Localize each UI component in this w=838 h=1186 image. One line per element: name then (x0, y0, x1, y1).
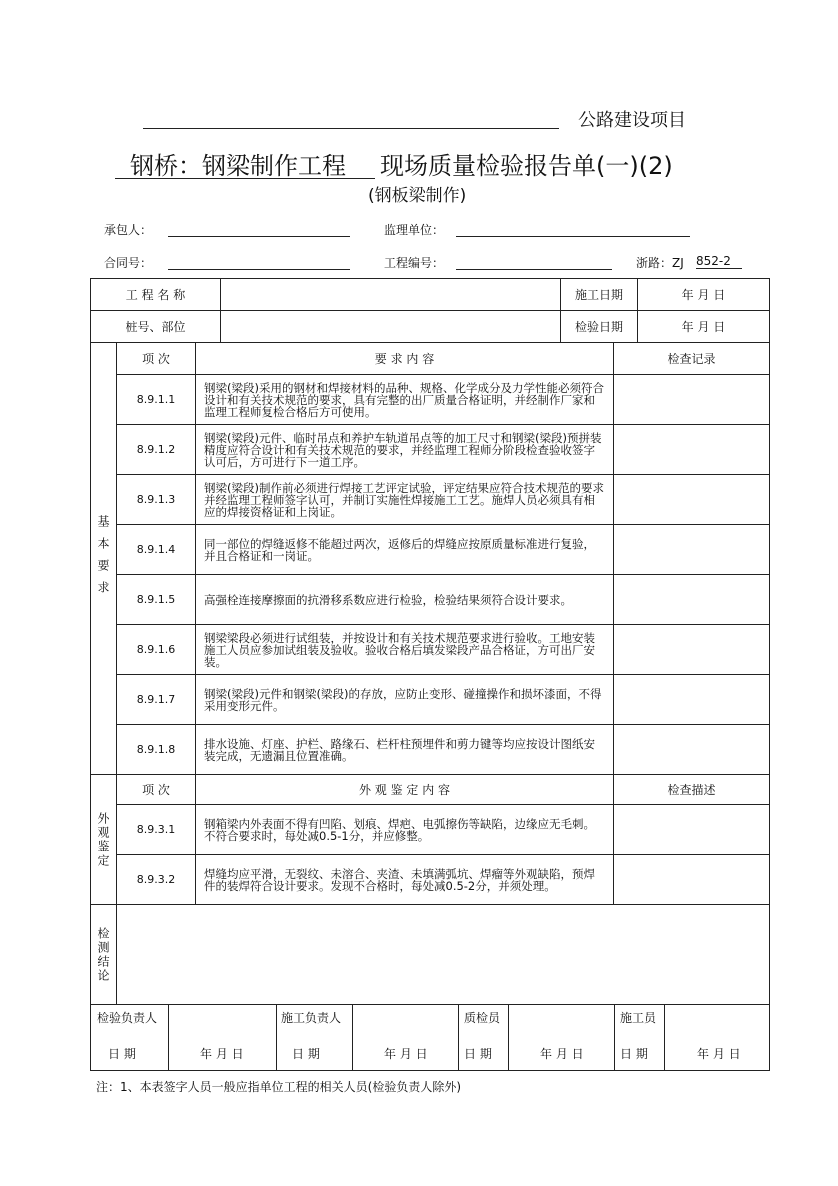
project-no-label: 工程编号： (384, 256, 445, 270)
item-requirement: 钢梁(梁段)元件和钢梁(梁段)的存放，应防止变形、碰撞操作和损坏漆面，不得采用变形元件。 (195, 674, 614, 725)
inspector-label: 检验负责人 (97, 1011, 158, 1025)
item-code: 8.9.1.3 (116, 474, 196, 525)
basic-section-label (90, 342, 117, 775)
basic-record-header: 检查记录 (613, 342, 770, 375)
inspection-date-cell[interactable]: 年 月 日 (637, 310, 770, 343)
item-record-cell[interactable] (613, 574, 770, 625)
contract-no-field[interactable] (168, 269, 350, 270)
conclusion-text: 检测结论 (96, 926, 110, 983)
construction-date-label: 施工日期 (560, 278, 638, 311)
project-name-label: 工 程 名 称 (90, 278, 221, 311)
quality-inspector-label: 质检员 (464, 1011, 501, 1025)
item-requirement: 高强栓连接摩擦面的抗滑移系数应进行检验，检验结果须符合设计要求。 (195, 574, 614, 625)
item-record-cell[interactable] (613, 624, 770, 675)
project-name-cell[interactable] (220, 278, 561, 311)
item-code: 8.9.1.1 (116, 374, 196, 425)
title-left: 钢桥：钢梁制作工程 (130, 152, 346, 180)
subtitle: (钢板梁制作) (368, 186, 467, 206)
item-requirement: 同一部位的焊缝返修不能超过两次，返修后的焊缝应按原质量标准进行复验，并且合格证和一岗证。 (195, 524, 614, 575)
supervisor-field[interactable] (456, 236, 690, 237)
item-record-cell[interactable] (613, 374, 770, 425)
project-suffix: 公路建设项目 (578, 110, 686, 131)
item-requirement: 钢梁(梁段)元件、临时吊点和养护车轨道吊点等的加工尺寸和钢梁(梁段)预拼装精度应符合设计和有关技术规范的要求，并经监理工程师分阶段检查验收签字认可后，方可进行下一道工序。 (195, 424, 614, 475)
worker-date[interactable]: 年 月 日 (697, 1047, 741, 1061)
contractor-field[interactable] (168, 236, 350, 237)
appearance-content-header: 外 观 鉴 定 内 容 (195, 774, 614, 805)
form-code: 852-2 (696, 254, 742, 269)
item-record-cell[interactable] (613, 674, 770, 725)
title-underline (115, 178, 375, 179)
item-record-cell[interactable] (613, 524, 770, 575)
contractor-label: 承包人： (104, 223, 153, 237)
item-record-cell[interactable] (613, 724, 770, 775)
inspector-date[interactable]: 年 月 日 (200, 1047, 244, 1061)
item-requirement: 钢梁(梁段)采用的钢材和焊接材料的品种、规格、化学成分及力学性能必须符合设计和有关技术规范的要求，具有完整的出厂质量合格证明，并经制作厂家和监理工程师复检合格后方可使用。 (195, 374, 614, 425)
inspector-date-label: 日 期 (108, 1047, 136, 1061)
item-requirement: 排水设施、灯座、护栏、路缘石、栏杆柱预埋件和剪力键等均应按设计图纸安装完成，无遗漏且位置准确。 (195, 724, 614, 775)
item-code: 8.9.1.5 (116, 574, 196, 625)
construction-lead-date-label: 日 期 (292, 1047, 320, 1061)
item-record-cell[interactable] (613, 474, 770, 525)
title-right: 现场质量检验报告单(一)(2) (380, 152, 673, 180)
basic-item-header: 项 次 (116, 342, 196, 375)
item-code: 8.9.3.2 (116, 854, 196, 905)
item-requirement: 钢梁梁段必须进行试组装，并按设计和有关技术规范要求进行验收。工地安装施工人员应参加试组装及验收。验收合格后填发梁段产品合格证，方可出厂安装。 (195, 624, 614, 675)
item-code: 8.9.1.6 (116, 624, 196, 675)
worker-date-label: 日 期 (620, 1047, 648, 1061)
item-code: 8.9.1.8 (116, 724, 196, 775)
appearance-section-label (90, 774, 117, 905)
form-code-label: 浙路：ZJ (636, 256, 684, 270)
appearance-item-header: 项 次 (116, 774, 196, 805)
quality-inspector-date-label: 日 期 (464, 1047, 492, 1061)
item-record-cell[interactable] (613, 424, 770, 475)
item-record-cell[interactable] (613, 804, 770, 855)
item-requirement: 焊缝均应平滑，无裂纹、未溶合、夹渣、未填满弧坑、焊瘤等外观缺陷，预焊件的装焊符合设计要求。发现不合格时，每处减0.5-2分，并须处理。 (195, 854, 614, 905)
footnote: 注：1、本表签字人员一般应指单位工程的相关人员(检验负责人除外) (96, 1080, 462, 1094)
project-no-field[interactable] (456, 269, 612, 270)
item-code: 8.9.1.7 (116, 674, 196, 725)
worker-label: 施工员 (620, 1011, 657, 1025)
station-cell[interactable] (220, 310, 561, 343)
supervisor-label: 监理单位： (384, 223, 445, 237)
item-code: 8.9.1.2 (116, 424, 196, 475)
appearance-section-text: 外观鉴定 (96, 811, 110, 868)
station-label: 桩号、部位 (90, 310, 221, 343)
appearance-record-header: 检查描述 (613, 774, 770, 805)
construction-lead-label: 施工负责人 (281, 1011, 342, 1025)
item-code: 8.9.1.4 (116, 524, 196, 575)
conclusion-label (90, 904, 117, 1005)
item-requirement: 钢箱梁内外表面不得有凹陷、划痕、焊疤、电弧擦伤等缺陷，边缘应无毛刺。不符合要求时，每处减0.5-1分，并应修整。 (195, 804, 614, 855)
conclusion-cell[interactable] (116, 904, 770, 1005)
basic-content-header: 要 求 内 容 (195, 342, 614, 375)
item-requirement: 钢梁(梁段)制作前必须进行焊接工艺评定试验，评定结果应符合技术规范的要求并经监理工程师签字认可，并制订实施性焊接施工工艺。施焊人员必须具有相应的焊接资格证和上岗证。 (195, 474, 614, 525)
basic-section-text: 基本要求 (96, 514, 110, 603)
item-record-cell[interactable] (613, 854, 770, 905)
construction-lead-date[interactable]: 年 月 日 (384, 1047, 428, 1061)
contract-no-label: 合同号： (104, 256, 153, 270)
inspection-date-label: 检验日期 (560, 310, 638, 343)
construction-date-cell[interactable]: 年 月 日 (637, 278, 770, 311)
project-name-line[interactable] (143, 128, 559, 129)
item-code: 8.9.3.1 (116, 804, 196, 855)
quality-inspector-date[interactable]: 年 月 日 (540, 1047, 584, 1061)
